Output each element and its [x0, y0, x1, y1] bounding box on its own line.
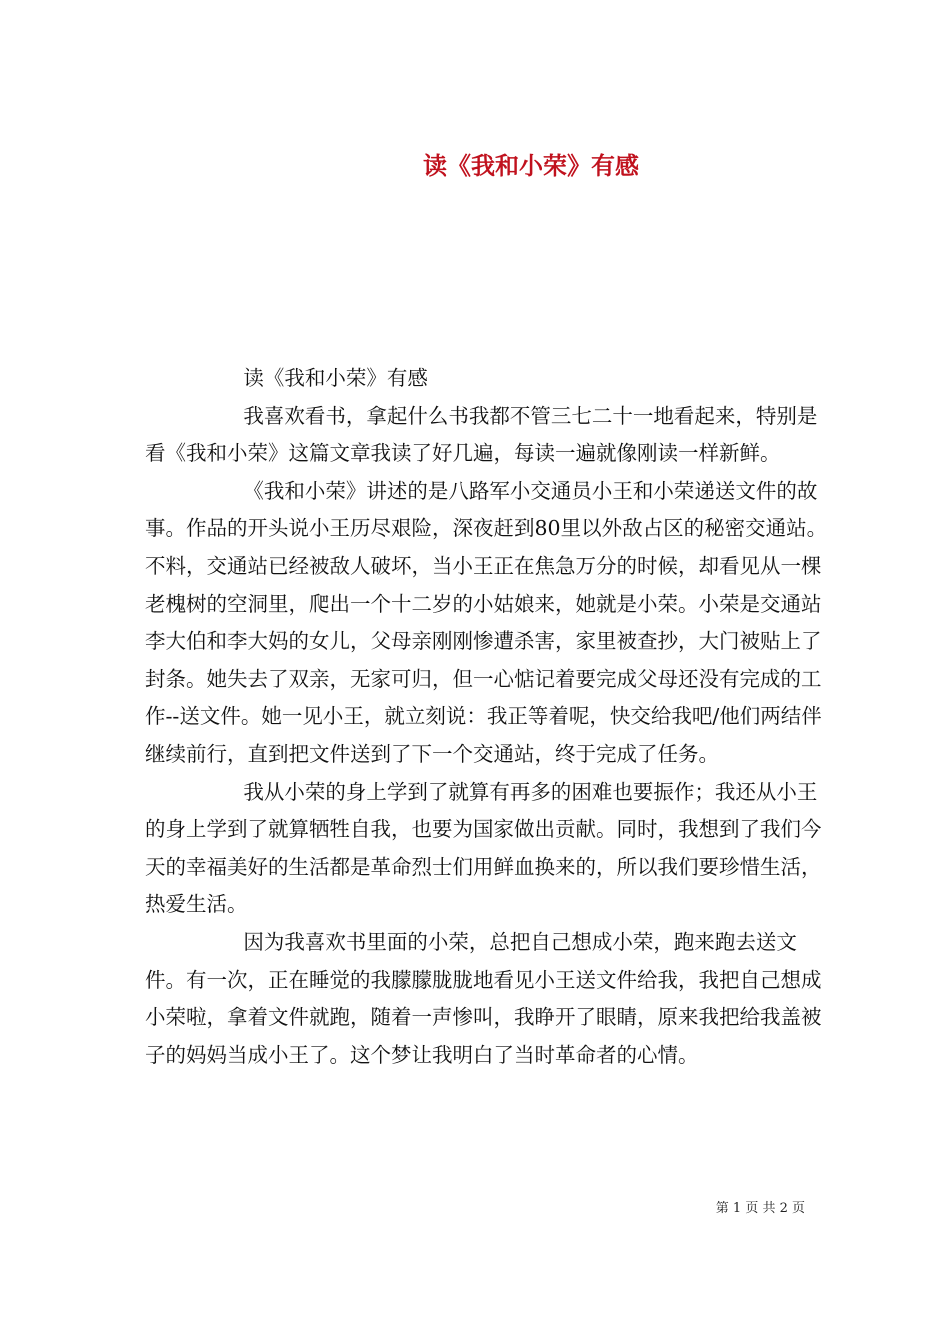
paragraph: 因为我喜欢书里面的小荣，总把自己想成小荣，跑来跑去送文件。有一次，正在睡觉的我朦朦胧胧地看见小王送文件给我，我把自己想成小荣啦，拿着文件就跑，随着一声惨叫，我睁开了眼睛，原来我把给我盖被子的妈妈当成小王了。这个梦让我明白了当时革命者的心情。: [145, 929, 822, 1067]
page-title: 读《我和小荣》有感: [423, 151, 639, 181]
page-number: 第 1 页 共 2 页: [715, 1201, 805, 1216]
paragraph: 《我和小荣》讲述的是八路军小交通员小王和小荣递送文件的故事。作品的开头说小王历尽艰险，深夜赶到80里以外敌占区的秘密交通站。不料，交通站已经被敌人破坏，当小王正在焦急万分的时候，却看见从一棵老槐树的空洞里，爬出一个十二岁的小姑娘来，她就是小荣。小荣是交通站李大伯和李大妈的女儿，父母亲刚刚惨遭杀害，家里被查抄，大门被贴上了封条。她失去了双亲，无家可归，但一心惦记着要完成父母还没有完成的工作--送文件。她一见小王，就立刻说：我正等着呢，快交给我吧/他们两结伴继续前行，直到把文件送到了下一个交通站，终于完成了任务。: [145, 478, 828, 766]
article-body: [145, 360, 835, 1074]
paragraph: 我喜欢看书，拿起什么书我都不管三七二十一地看起来，特别是看《我和小荣》这篇文章我读了好几遍，每读一遍就像刚读一样新鲜。: [145, 403, 818, 466]
page-number-footer: [716, 1199, 805, 1219]
article-subtitle: 读《我和小荣》有感: [243, 366, 428, 390]
paragraph: 我从小荣的身上学到了就算有再多的困难也要振作；我还从小王的身上学到了就算牺牲自我，也要为国家做出贡献。同时，我想到了我们今天的幸福美好的生活都是革命烈士们用鲜血换来的，所以我们要珍惜生活，热爱生活。: [145, 779, 822, 917]
